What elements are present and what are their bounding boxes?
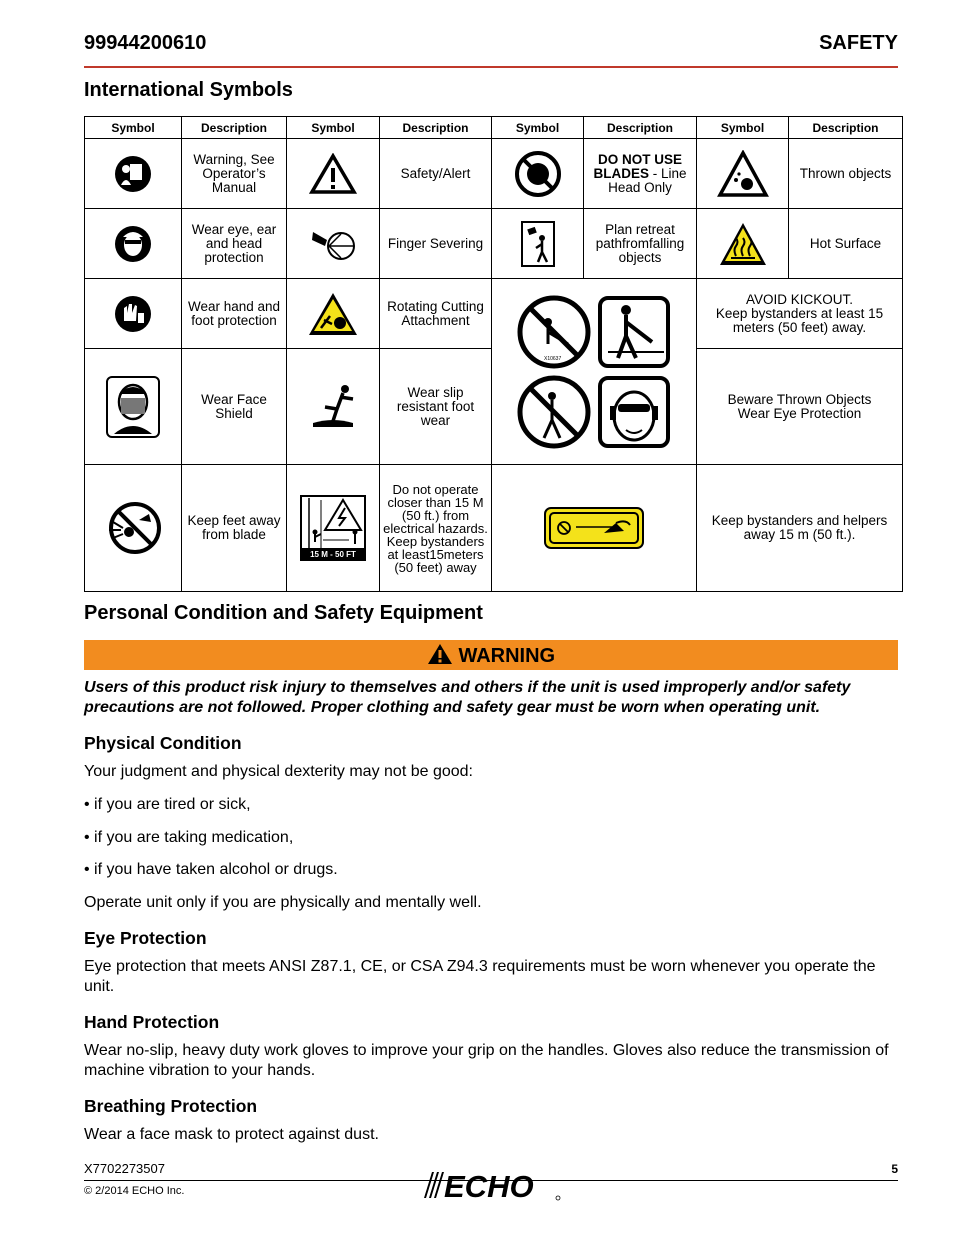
breathing-protection-text: Wear a face mask to protect against dust. bbox=[84, 1126, 379, 1143]
eye-protection-title: Eye Protection bbox=[84, 928, 207, 948]
finger-severing-icon bbox=[287, 209, 380, 279]
desc-read-manual: Warning, See Operator’s Manual bbox=[182, 139, 287, 209]
desc-eye-ear-head: Wear eye, ear and head protection bbox=[182, 209, 287, 279]
physical-bullet-1-text: if you are tired or sick, bbox=[94, 796, 251, 813]
physical-bullet-2: • if you are taking medication, bbox=[84, 829, 294, 846]
thrown-objects-icon bbox=[697, 139, 789, 209]
doc-number: 99944200610 bbox=[84, 32, 207, 54]
physical-bullet-3: • if you have taken alcohol or drugs. bbox=[84, 861, 338, 878]
desc-falling-objects: Plan retreat pathfromfalling objects bbox=[584, 209, 697, 279]
col-symbol-4: Symbol bbox=[697, 117, 789, 139]
combo-pictograms bbox=[492, 279, 697, 465]
desc-thrown-eye-head: Beware Thrown Objects bbox=[727, 391, 872, 407]
echo-logo bbox=[420, 1168, 562, 1202]
desc-no-blades bbox=[584, 139, 697, 209]
read-manual-icon bbox=[85, 139, 182, 209]
desc-avoid-kickout bbox=[697, 279, 903, 349]
desc-thrown-objects: Thrown objects bbox=[789, 139, 903, 209]
col-description-1: Description bbox=[182, 117, 287, 139]
desc-hand-foot: Wear hand and foot protection bbox=[182, 279, 287, 349]
desc-thrown-eye-body: Wear Eye Protection bbox=[737, 405, 862, 421]
warning-message: Users of this product risk injury to themselves and others if the unit is used improperly and/or safety precautions are not followed. Proper clothing and safety gear must be worn when operating unit. bbox=[84, 679, 851, 716]
eye-protection-text: Eye protection that meets ANSI Z87.1, CE, or CSA Z94.3 requirements must be worn whenever you operate the unit. bbox=[84, 958, 876, 995]
physical-outro: Operate unit only if you are physically and mentally well. bbox=[84, 894, 482, 911]
desc-slip-resistant: Wear slip resistant foot wear bbox=[380, 349, 492, 465]
desc-no-blades-bold: DO NOT USE BLADES bbox=[593, 151, 682, 181]
desc-safety-alert: Safety/Alert bbox=[380, 139, 492, 209]
copyright: © 2/2014 ECHO Inc. bbox=[84, 1185, 185, 1197]
echo-logo-text: ECHO bbox=[444, 1169, 534, 1202]
desc-bystanders: Keep bystanders and helpers away 15 m (50 ft.). bbox=[697, 465, 903, 592]
hot-surface-icon bbox=[697, 209, 789, 279]
desc-hot-surface: Hot Surface bbox=[789, 209, 903, 279]
hand-protection-text: Wear no-slip, heavy duty work gloves to improve your grip on the handles. Gloves also reduce the transmission of machine vibration to your hands. bbox=[84, 1042, 889, 1079]
breathing-protection-title: Breathing Protection bbox=[84, 1096, 258, 1116]
safety-alert-icon bbox=[287, 139, 380, 209]
keep-feet-away-icon bbox=[85, 465, 182, 592]
desc-finger-severing: Finger Severing bbox=[380, 209, 492, 279]
page-header bbox=[84, 30, 898, 68]
hand-foot-icon bbox=[85, 279, 182, 349]
desc-no-blades-rest: - Line Head Only bbox=[608, 165, 687, 195]
falling-objects-icon bbox=[492, 209, 584, 279]
desc-keep-feet-away: Keep feet away from blade bbox=[182, 465, 287, 592]
bystanders-sign-icon bbox=[492, 465, 697, 592]
warning-text-label: WARNING bbox=[458, 645, 556, 667]
footer-code: X7702273507 bbox=[84, 1161, 165, 1176]
desc-avoid-kickout-head: AVOID KICKOUT. bbox=[745, 291, 854, 307]
section-title: SAFETY bbox=[819, 32, 898, 54]
face-shield-icon bbox=[85, 349, 182, 465]
desc-thrown-eye bbox=[697, 349, 903, 465]
no-blades-icon bbox=[492, 139, 584, 209]
col-description-4: Description bbox=[789, 117, 903, 139]
col-symbol-1: Symbol bbox=[85, 117, 182, 139]
physical-intro: Your judgment and physical dexterity may not be good: bbox=[84, 763, 473, 780]
physical-bullet-3-text: if you have taken alcohol or drugs. bbox=[94, 861, 338, 878]
symbols-table bbox=[84, 116, 903, 592]
warning-triangle-icon bbox=[427, 643, 453, 665]
international-symbols-title: International Symbols bbox=[84, 79, 293, 101]
desc-electrical-hazard: Do not operate closer than 15 M (50 ft.) from electrical hazards. Keep bystanders at least15meters (50 feet) away bbox=[380, 465, 492, 592]
physical-bullet-2-text: if you are taking medication, bbox=[94, 829, 294, 846]
col-description-3: Description bbox=[584, 117, 697, 139]
electrical-hazard-icon bbox=[287, 465, 380, 592]
page-number: 5 bbox=[891, 1162, 898, 1176]
desc-face-shield: Wear Face Shield bbox=[182, 349, 287, 465]
physical-bullet-1: • if you are tired or sick, bbox=[84, 796, 251, 813]
warning-banner bbox=[84, 640, 898, 670]
electrical-distance-label: 15 M - 50 FT bbox=[310, 550, 356, 559]
slip-resistant-icon bbox=[287, 349, 380, 465]
hand-protection-title: Hand Protection bbox=[84, 1012, 220, 1032]
col-description-2: Description bbox=[380, 117, 492, 139]
col-symbol-3: Symbol bbox=[492, 117, 584, 139]
desc-rotating-attachment: Rotating Cutting Attachment bbox=[380, 279, 492, 349]
personal-condition-title: Personal Condition and Safety Equipment bbox=[84, 602, 483, 624]
pictogram-code: X10637 bbox=[544, 355, 562, 362]
eye-ear-head-icon bbox=[85, 209, 182, 279]
rotating-attachment-icon bbox=[287, 279, 380, 349]
desc-avoid-kickout-body: Keep bystanders at least 15 meters (50 feet) away. bbox=[715, 305, 884, 335]
col-symbol-2: Symbol bbox=[287, 117, 380, 139]
physical-condition-title: Physical Condition bbox=[84, 733, 242, 753]
warning-banner-label bbox=[84, 643, 898, 668]
